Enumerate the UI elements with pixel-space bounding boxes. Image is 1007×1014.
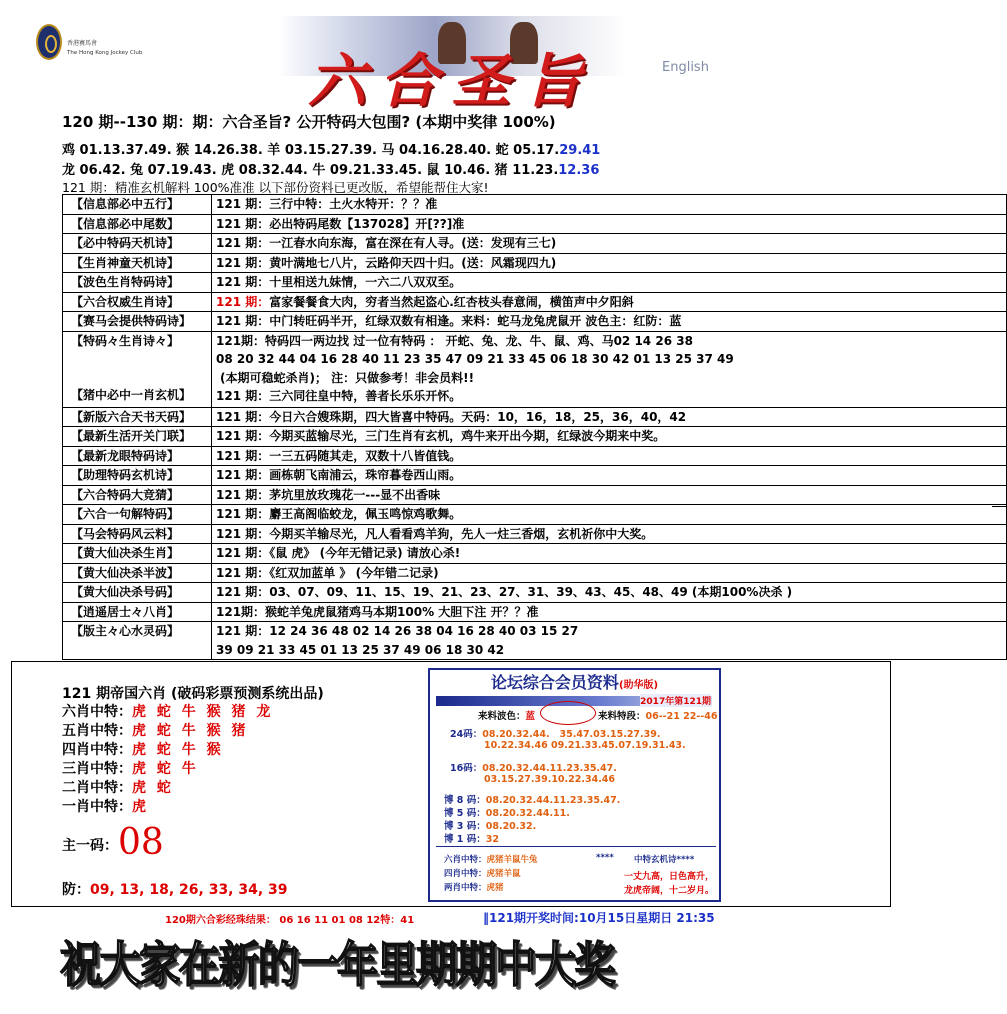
table-row xyxy=(63,312,1007,332)
row-label-text: 【马会特码风云料】 xyxy=(71,526,180,541)
table-row xyxy=(63,505,1007,525)
row-label xyxy=(63,407,212,427)
row-content-line: 121 期：《鼠 虎》 (今年无错记录) 请放心杀! xyxy=(216,546,461,560)
shengxiao-row-label: 六肖中特： xyxy=(62,704,132,720)
row-content xyxy=(212,331,1007,407)
jockey-club-emblem-icon xyxy=(36,24,62,60)
row-content-line: 121 期：麝王高阁临蛟龙，佩玉鸣惊鸡歌舞。 xyxy=(216,507,462,521)
row-content-line: 121 期：必出特码尾数【137028】开[??]准 xyxy=(216,216,465,231)
shengxiao-row xyxy=(62,720,249,740)
table-row xyxy=(63,331,1007,407)
row-label xyxy=(63,234,212,254)
card-24-codes-cont: 10.22.34.46 09.21.33.45.07.19.31.43. xyxy=(484,740,686,751)
row-content-line: 121 期：中门转旺码半开，红绿双数有相逢。来料：蛇马龙兔虎鼠开 波色主：红防：蓝 xyxy=(216,314,682,328)
card-year: 2017年第121期 xyxy=(640,694,711,707)
row-label-text: 【猪中必中一肖玄机】 xyxy=(71,387,192,402)
card-bo1: 博 1 码：32 xyxy=(444,834,499,845)
divider xyxy=(992,506,1007,507)
shengxiao-row xyxy=(62,701,273,721)
row-label-text: 【生肖神童天机诗】 xyxy=(71,255,180,270)
row-content-line: 121 期：画栋朝飞南浦云，珠帘暮卷西山雨。 xyxy=(216,468,462,482)
row-content-line: 121期：猴蛇羊兔虎鼠猪鸡马本期100% 大胆下注 开？？准 xyxy=(216,604,539,619)
row-content-line: 121 期：《红双加蓝单 》 (今年错二记录) xyxy=(216,565,439,580)
table-row xyxy=(63,602,1007,622)
row-label-text: 【赛马会提供特码诗】 xyxy=(71,314,192,328)
prediction-table xyxy=(62,194,1007,660)
table-row xyxy=(63,427,1007,447)
table-row xyxy=(63,446,1007,466)
row-content xyxy=(212,292,1007,312)
row-label xyxy=(63,273,212,293)
main-code-value: 08 xyxy=(118,822,164,863)
row-label xyxy=(63,485,212,505)
shengxiao-row-label: 四肖中特： xyxy=(62,742,132,758)
row-label-text: 【最新生活开关门联】 xyxy=(71,429,192,443)
row-label-text: 【波色生肖特码诗】 xyxy=(71,275,180,289)
shengxiao-row xyxy=(62,758,199,778)
table-row xyxy=(63,234,1007,254)
card-four-shengxiao: 四肖中特：虎猪羊鼠 xyxy=(444,869,521,879)
row-content xyxy=(212,446,1007,466)
logo-name-en: The Hong Kong Jockey Club xyxy=(67,50,143,56)
row-content xyxy=(212,312,1007,332)
fang-label: 防： xyxy=(62,882,90,898)
row-label xyxy=(63,292,212,312)
row-content xyxy=(212,505,1007,525)
row-label-text: 【黄大仙决杀生肖】 xyxy=(71,546,180,560)
card-stars: **** xyxy=(596,853,614,863)
row-label-text: 【信息部必中尾数】 xyxy=(71,216,180,231)
row-content-line: 121 期：12 24 36 48 02 14 26 38 04 16 28 40 03 15 27 xyxy=(216,624,579,638)
row-content xyxy=(212,407,1007,427)
card-poem-line-1: 一丈九高，日色高升， xyxy=(624,872,715,882)
row-content xyxy=(212,214,1007,234)
row-content-prefix: 121 期： xyxy=(216,294,270,309)
table-row xyxy=(63,253,1007,273)
shengxiao-row xyxy=(62,796,149,816)
row-label-text: 【六合特码大竞猜】 xyxy=(71,487,180,502)
row-content-line: 121 期：十里相送九妹情，一六二八双双至。 xyxy=(216,275,462,289)
table-row xyxy=(63,214,1007,234)
shengxiao-row-value: 虎 蛇 xyxy=(132,780,174,796)
row-content-line: 121 期：三行中特：土火水特开：？？准 xyxy=(216,197,438,211)
page-headline: 120 期--130 期：期：六合圣旨? 公开特码大包围? (本期中奖律 100%) xyxy=(62,113,556,131)
row-content xyxy=(212,544,1007,564)
row-content xyxy=(212,273,1007,293)
row-label-text: 【黄大仙决杀半波】 xyxy=(71,565,180,580)
row-label xyxy=(63,466,212,486)
label-spacer xyxy=(71,350,211,386)
row-content-line: 121 期：今日六合嫂珠期，四大皆喜中特码。天码：10，16，18，25，36，40，42 xyxy=(216,409,687,424)
red-circle-mark xyxy=(540,701,596,725)
row-label xyxy=(63,602,212,622)
card-two-shengxiao: 两肖中特：虎猪 xyxy=(444,883,504,893)
card-title: 论坛综合会员资料(助华版) xyxy=(490,673,659,692)
row-label xyxy=(63,214,212,234)
zodiac-numbers-line-2: 龙 06.42. 兔 07.19.43. 虎 08.32.44. 牛 09.21.33.45. 鼠 10.46. 猪 11.23.12.36 xyxy=(62,163,600,178)
shengxiao-row-label: 一肖中特： xyxy=(62,799,132,815)
next-draw-time: ‖121期开奖时间:10月15日星期日 21:35 xyxy=(483,911,715,925)
row-content xyxy=(212,253,1007,273)
row-label xyxy=(63,427,212,447)
row-label xyxy=(63,446,212,466)
table-row xyxy=(63,292,1007,312)
row-label xyxy=(63,505,212,525)
table-row xyxy=(63,524,1007,544)
table-row xyxy=(63,273,1007,293)
jockey-club-logo[interactable] xyxy=(36,24,166,74)
row-content xyxy=(212,563,1007,583)
table-row xyxy=(63,583,1007,603)
row-label-text: 【逍遥居士々八肖】 xyxy=(71,604,180,619)
row-label-text: 【最新龙眼特码诗】 xyxy=(71,448,180,463)
shengxiao-row-value: 虎 蛇 牛 猴 xyxy=(132,742,224,758)
table-row xyxy=(63,466,1007,486)
row-label xyxy=(63,563,212,583)
shengxiao-row-value: 虎 蛇 牛 猴 猪 xyxy=(132,723,249,739)
table-row xyxy=(63,622,1007,660)
table-row xyxy=(63,485,1007,505)
card-poem-title: 中特玄机诗**** xyxy=(634,855,695,865)
row-label xyxy=(63,253,212,273)
card-separator xyxy=(436,846,716,847)
card-poem-line-2: 龙虎帝阔，十二岁月。 xyxy=(624,886,715,896)
row-label-text: 【必中特码天机诗】 xyxy=(71,236,180,250)
card-24-codes: 24码：08.20.32.44. 35.47.03.15.27.39. xyxy=(450,729,661,740)
shengxiao-row xyxy=(62,777,174,797)
table-row xyxy=(63,195,1007,215)
logo-name-cn: 香港賽馬會 xyxy=(67,40,98,47)
row-content-line: 121 期：黄叶满地七八片，云路仰天四十归。(送：风霜现四九) xyxy=(216,255,557,270)
row-content xyxy=(212,583,1007,603)
card-feature: 来料特段：06--21 22--46 xyxy=(598,711,718,722)
row-label xyxy=(63,583,212,603)
row-label-text: 【六合一句解特码】 xyxy=(71,507,180,521)
main-code xyxy=(62,822,164,863)
table-row xyxy=(63,407,1007,427)
row-content-line: (本期可稳蛇杀肖)； 注：只做参考！非会员料!! xyxy=(220,370,475,385)
row-label xyxy=(63,312,212,332)
slogan-banner: 祝大家在新的一年里期期中大奖 xyxy=(60,937,614,993)
row-label xyxy=(63,544,212,564)
card-16-codes: 16码：08.20.32.44.11.23.35.47. xyxy=(450,763,617,774)
fang-values: 09, 13, 18, 26, 33, 34, 39 xyxy=(90,882,288,898)
row-label xyxy=(63,331,212,407)
shengxiao-row-value: 虎 蛇 牛 xyxy=(132,761,199,777)
fang-line xyxy=(62,879,288,899)
row-content-line: 121 期：今期买蓝输尽光，三门生肖有玄机，鸡牛来开出今期，红绿波今期来中奖。 xyxy=(216,429,666,443)
row-content xyxy=(212,466,1007,486)
liuxiao-title: 121 期帝国六肖 (破码彩票预测系统出品) xyxy=(62,686,324,702)
row-label-text: 【信息部必中五行】 xyxy=(71,197,180,211)
notice-line: 121 期：精准玄机解料 100%准准 以下部份资料已更改版，希望能帮住大家! xyxy=(62,180,489,195)
card-bo5: 博 5 码：08.20.32.44.11. xyxy=(444,808,570,819)
row-label-text: 【特码々生肖诗々】 xyxy=(71,333,180,348)
table-row xyxy=(63,544,1007,564)
row-label-text: 【版主々心水灵码】 xyxy=(71,624,180,638)
row-content-line: 121 期：一江春水向东海，富在深在有人寻。(送：发现有三七) xyxy=(216,236,557,250)
shengxiao-row-label: 五肖中特： xyxy=(62,723,132,739)
row-label-text: 【黄大仙决杀号码】 xyxy=(71,585,180,599)
row-content-line: 121 期：富家餐餐食大肉，穷者当然起盗心.红杏枝头春意闹，横笛声中夕阳斜 xyxy=(216,294,634,309)
row-content-line: 121 期：一三五码随其走，双数十八皆值钱。 xyxy=(216,448,462,463)
shengxiao-row-label: 三肖中特： xyxy=(62,761,132,777)
table-row xyxy=(63,563,1007,583)
card-bo3: 博 3 码：08.20.32. xyxy=(444,821,537,832)
row-label-text: 【助理特码玄机诗】 xyxy=(71,468,180,482)
row-content-line: 121期：特码四一两边找 过一位有特码 ： 开蛇、兔、龙、牛、鼠、鸡、马02 14 26 38 xyxy=(216,333,693,348)
banner-title: 六合圣旨 xyxy=(308,47,597,115)
forum-member-card xyxy=(428,668,721,902)
card-six-shengxiao: 六肖中特：虎猪羊鼠牛兔 xyxy=(444,855,538,865)
english-link[interactable]: English xyxy=(662,60,709,75)
shengxiao-row-label: 二肖中特： xyxy=(62,780,132,796)
row-label xyxy=(63,524,212,544)
row-content-line: 08 20 32 44 04 16 28 40 11 23 35 47 09 21 33 45 06 18 30 42 01 13 25 37 49 xyxy=(216,352,734,366)
shengxiao-row xyxy=(62,739,224,759)
row-content-line: 121 期：今期买羊输尽光，凡人看看鸡羊狗，先人一炷三香烟，玄机祈你中大奖。 xyxy=(216,526,654,541)
zodiac-numbers-line-1: 鸡 01.13.37.49. 猴 14.26.38. 羊 03.15.27.39. 马 04.16.28.40. 蛇 05.17.29.41 xyxy=(62,143,601,158)
row-content xyxy=(212,234,1007,254)
row-content xyxy=(212,427,1007,447)
row-content-line: 121 期：茅坑里放玫瑰花一---显不出香味 xyxy=(216,487,441,502)
previous-draw-result: 120期六合彩经珠结果： 06 16 11 01 08 12特：41 xyxy=(165,915,415,926)
card-16-codes-cont: 03.15.27.39.10.22.34.46 xyxy=(484,774,616,785)
row-content-line: 39 09 21 33 45 01 13 25 37 49 06 18 30 42 xyxy=(216,642,505,657)
row-content xyxy=(212,524,1007,544)
row-content-line: 121 期：03、07、09、11、15、19、21、23、27、31、39、43、45、48、49 (本期100%决杀 ) xyxy=(216,585,793,599)
row-content xyxy=(212,485,1007,505)
shengxiao-row-value: 虎 xyxy=(132,799,149,815)
shengxiao-row-value: 虎 蛇 牛 猴 猪 龙 xyxy=(132,704,274,720)
row-content-line: 121 期：三六同往皇中特，善者长乐乐开怀。 xyxy=(216,389,462,403)
row-label xyxy=(63,195,212,215)
main-code-label: 主一码： xyxy=(62,838,118,854)
row-content xyxy=(212,195,1007,215)
row-label-text: 【六合权威生肖诗】 xyxy=(71,294,180,309)
row-label-text: 【新版六合天书天码】 xyxy=(71,409,192,424)
card-bo8: 博 8 码：08.20.32.44.11.23.35.47. xyxy=(444,795,621,806)
title-banner xyxy=(248,16,632,115)
card-wave: 来料波色：蓝 xyxy=(478,711,536,722)
row-content xyxy=(212,602,1007,622)
row-content xyxy=(212,622,1007,660)
row-label xyxy=(63,622,212,660)
